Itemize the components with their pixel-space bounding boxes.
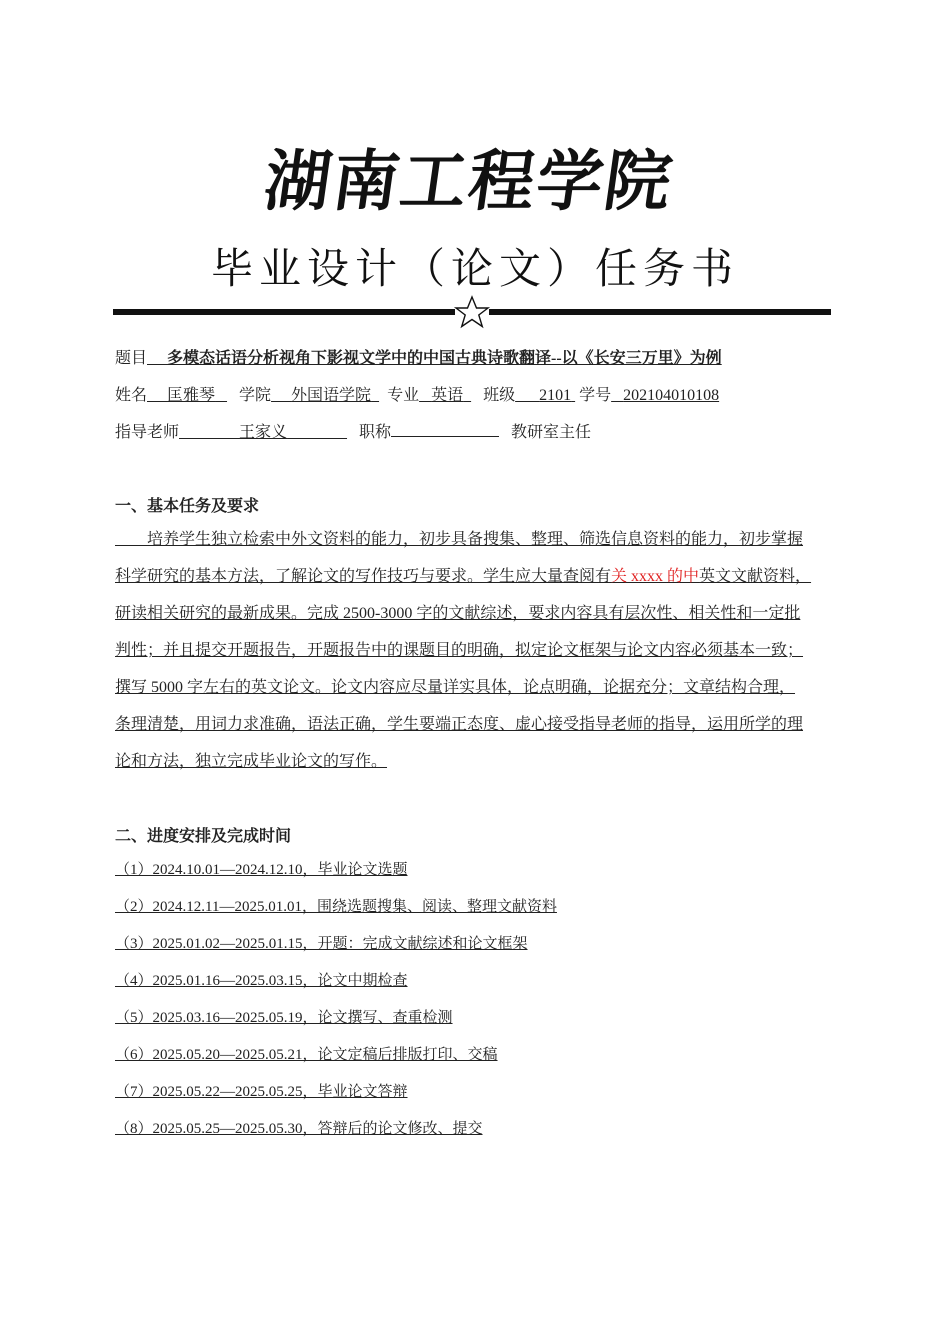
schedule-item: （3）2025.01.02—2025.01.15，开题：完成文献综述和论文框架	[115, 936, 528, 952]
student-info-row	[115, 382, 719, 405]
schedule-item: （2）2024.12.11—2025.01.01，围绕选题搜集、阅读、整理文献资料	[115, 899, 557, 915]
schedule-item: （6）2025.05.20—2025.05.21，论文定稿后排版打印、交稿	[115, 1047, 498, 1063]
id-label: 学号	[579, 387, 612, 404]
college-label: 学院	[239, 387, 272, 404]
paragraph-line: 培养学生独立检索中外文资料的能力，初步具备搜集、整理、筛选信息资料的能力，初步掌握	[115, 531, 804, 548]
schedule-item: （1）2024.10.01—2024.12.10，毕业论文选题	[115, 862, 408, 878]
topic-value: 多模态话语分析视角下影视文学中的中国古典诗歌翻译--以《长安三万里》为例	[167, 350, 722, 367]
title-divider	[113, 295, 831, 329]
major-value: 英语	[431, 387, 464, 404]
advisor-row	[115, 419, 591, 442]
schedule-item: （4）2025.01.16—2025.03.15，论文中期检查	[115, 973, 408, 989]
paragraph-line: 论和方法，独立完成毕业论文的写作。	[115, 753, 388, 770]
class-label: 班级	[483, 387, 516, 404]
college-value: 外国语学院	[291, 387, 372, 404]
advisor-label: 指导老师	[115, 424, 180, 441]
document-title: 毕业设计（论文）任务书	[210, 244, 739, 293]
section2-heading: 二、进度安排及完成时间	[115, 828, 292, 845]
schedule-item: （7）2025.05.22—2025.05.25，毕业论文答辩	[115, 1084, 408, 1100]
paragraph-line: 判性；并且提交开题报告，开题报告中的课题目的明确，拟定论文框架与论文内容必须基本一致；	[115, 642, 804, 659]
schedule-item: （8）2025.05.25—2025.05.30，答辩后的论文修改、提交	[115, 1121, 483, 1137]
paragraph-line: 撰写 5000 字左右的英文论文。论文内容应尽量详实具体，论点明确，论据充分；文章结构合理，	[115, 679, 796, 696]
major-label: 专业	[387, 387, 420, 404]
topic-label: 题目	[115, 350, 148, 367]
section1-heading: 一、基本任务及要求	[115, 498, 260, 515]
paragraph-line: 科学研究的基本方法，了解论文的写作技巧与要求。学生应大量查阅有关 xxxx 的中英文文献资料，	[115, 568, 812, 585]
highlighted-placeholder: 关 xxxx 的中	[611, 568, 700, 585]
star-icon	[456, 297, 488, 327]
position-value: 教研室主任	[511, 424, 592, 441]
title-value	[391, 420, 499, 437]
name-value: 匡雅琴	[167, 387, 216, 404]
paragraph-line: 研读相关研究的最新成果。完成 2500-3000 字的文献综述，要求内容具有层次性、相关性和一定批	[115, 605, 801, 622]
id-value: 202104010108	[623, 387, 720, 404]
section1-paragraph	[115, 521, 855, 780]
school-name-logo	[259, 138, 679, 220]
school-name-text: 湖南工程学院	[259, 142, 679, 220]
title-label: 职称	[359, 424, 392, 441]
schedule-item: （5）2025.03.16—2025.05.19，论文撰写、查重检测	[115, 1010, 453, 1026]
class-value: 2101	[539, 387, 572, 404]
paragraph-line: 条理清楚，用词力求准确，语法正确，学生要端正态度、虚心接受指导老师的指导，运用所学的理	[115, 716, 804, 733]
topic-row	[115, 345, 722, 368]
advisor-value: 王家义	[239, 424, 288, 441]
name-label: 姓名	[115, 387, 148, 404]
